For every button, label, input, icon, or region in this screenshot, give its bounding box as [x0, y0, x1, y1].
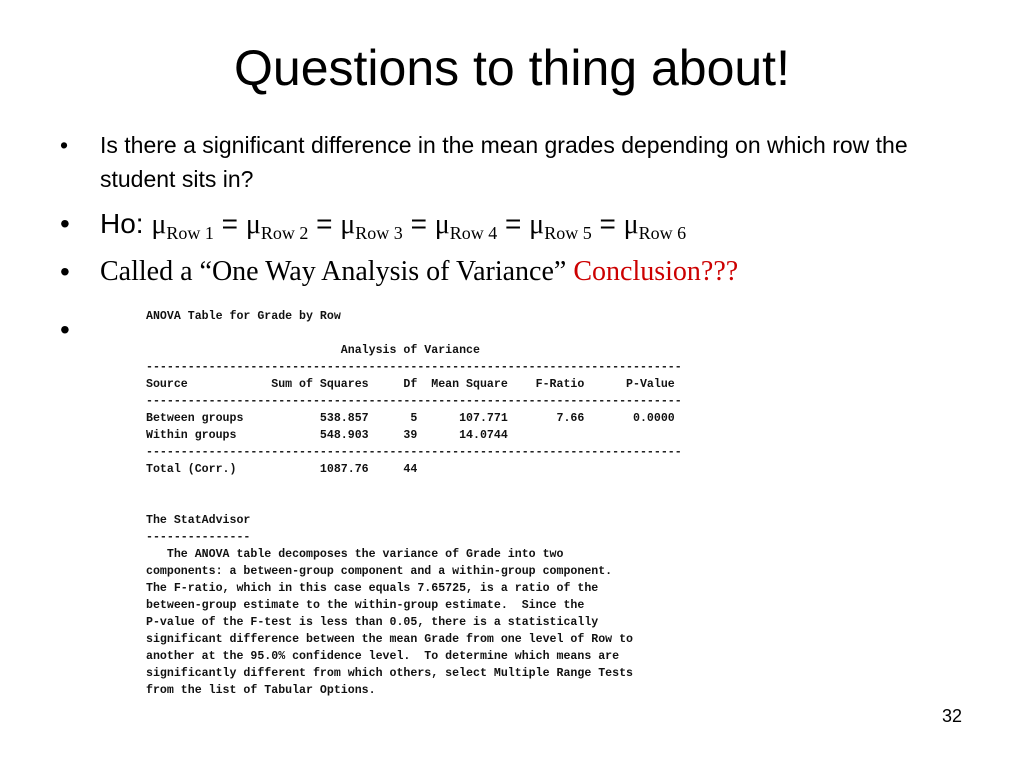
anova-output: ANOVA Table for Grade by Row Analysis of Variance ----------------------------------------------------------------------------- Source Sum of Squares Df Mean Square F-Ratio P-Value ----------------------------------------------------------------------------- Between groups 538.857 5 107.771 7.66 0.0000 Within groups 548.903 39 14.0744 ----------------------------------------------------------------------------- Total (Corr.) 1087.76 44 The StatAdvisor --------------- The ANOVA table decomposes the variance of Grade into two components: a between-group component and a within-group component. The F-ratio, which in this case equals 7.65725, is a ratio of the between-group estimate to the within-group estimate. Since the P-value of the F-test is less than 0.05, there is a statistically significant difference between the mean Grade from one level of Row to another at the 95.0% confidence level. To determine which means are significantly different from which others, select Multiple Range Tests from the list of Tabular Options.	[146, 310, 682, 697]
bullet-question: Is there a significant difference in the mean grades depending on which row the student sits in?	[100, 132, 908, 192]
mu-subscript: Row 6	[638, 223, 687, 243]
bullet-marker-2: •	[60, 208, 70, 239]
page-number: 32	[941, 706, 962, 726]
equals-sign: =	[213, 208, 246, 239]
mu-symbol: μ	[529, 209, 545, 240]
bullet-marker-3: •	[60, 256, 70, 287]
mu-subscript: Row 3	[355, 223, 403, 243]
mu-symbol: μ	[340, 209, 356, 240]
mu-subscript: Row 5	[544, 223, 592, 243]
hypothesis-label: Ho:	[100, 208, 152, 239]
mu-symbol: μ	[434, 209, 450, 240]
bullet-anova-name	[100, 254, 738, 290]
equals-sign: =	[308, 208, 341, 239]
bullet-marker-4: •	[60, 314, 70, 345]
mu-subscript: Row 4	[449, 223, 498, 243]
equals-sign: =	[497, 208, 530, 239]
mu-symbol: μ	[245, 209, 261, 240]
mu-symbol: μ	[151, 209, 167, 240]
bullet-hypothesis	[100, 206, 686, 251]
mu-subscript: Row 2	[260, 223, 309, 243]
bullet-marker-1: •	[60, 132, 69, 158]
equals-sign: =	[591, 208, 624, 239]
mu-subscript: Row 1	[166, 223, 214, 243]
equals-sign: =	[402, 208, 435, 239]
mu-symbol: μ	[623, 209, 639, 240]
conclusion-label: Conclusion???	[573, 256, 739, 287]
anova-description: Called a “One Way Analysis of Variance”	[100, 256, 574, 287]
slide-title: Questions to thing about!	[234, 40, 790, 96]
